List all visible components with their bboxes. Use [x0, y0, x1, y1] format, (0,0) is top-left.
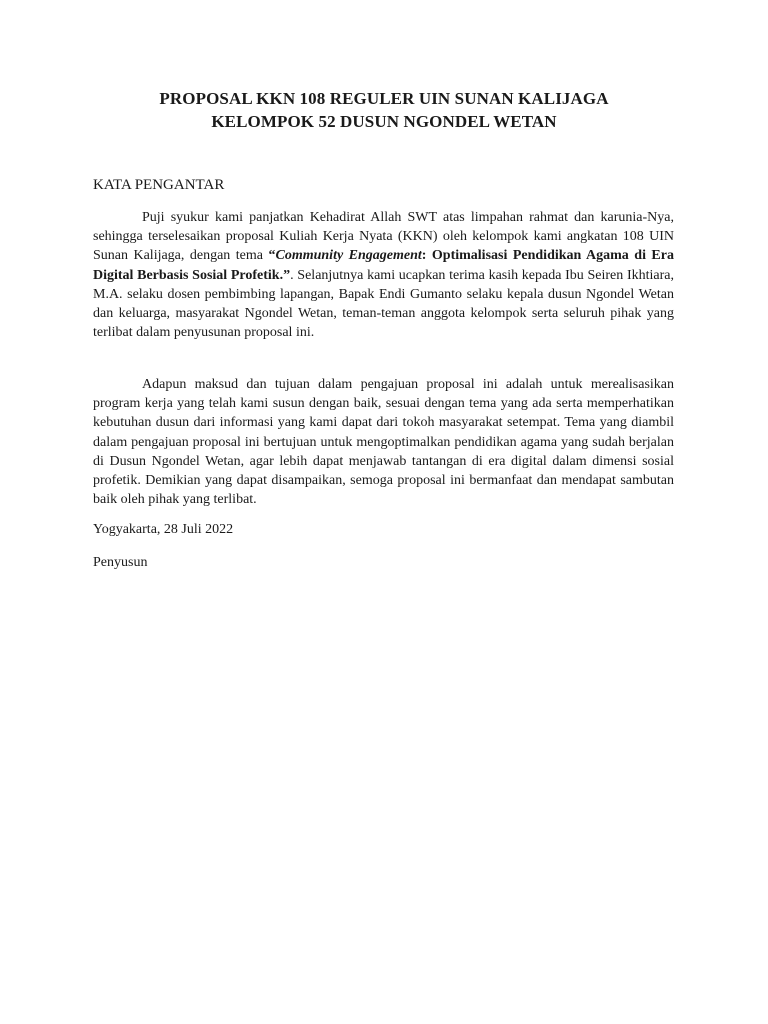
- section-heading: KATA PENGANTAR: [93, 177, 225, 193]
- paragraph-1-intro: Puji syukur kami panjatkan Kehadirat Allah SWT atas limpahan rahmat dan karunia-Nya, sehingga terselesaikan proposal Kuliah Kerja Nyata (KKN) oleh kelompok kami angkatan 108 UIN Sunan Kalijaga, dengan tema: [93, 210, 674, 264]
- paragraph-1-acknowledgements: . Selanjutnya kami ucapkan terima kasih kepada Ibu Seiren Ikhtiara, M.A. selaku dosen pembimbing lapangan, Bapak Endi Gumanto selaku kepala dusun Ngondel Wetan dan keluarga, masyarakat Ngondel Wetan, teman-teman anggota kelompok serta seluruh pihak yang terlibat dalam penyusunan proposal ini.: [93, 267, 674, 341]
- foreword-paragraph-1: [93, 208, 674, 342]
- theme-italic-text: Community Engagement: [275, 248, 422, 264]
- signer-label: Penyusun: [93, 555, 148, 570]
- title-line-2: KELOMPOK 52 DUSUN NGONDEL WETAN: [211, 112, 557, 131]
- place-and-date: Yogyakarta, 28 Juli 2022: [93, 522, 234, 537]
- theme-open-quote: “: [268, 248, 276, 264]
- title-line-1: PROPOSAL KKN 108 REGULER UIN SUNAN KALIJAGA: [159, 89, 609, 108]
- foreword-paragraph-2: Adapun maksud dan tujuan dalam pengajuan proposal ini adalah untuk merealisasikan program kerja yang telah kami susun dengan baik, sesuai dengan tema yang ada serta memperhatikan kebutuhan dusun dari informasi yang kami dapat dari tokoh masyarakat setempat. Tema yang diambil dalam pengajuan proposal ini bertujuan untuk mengoptimalkan pendidikan agama yang sudah berjalan di Dusun Ngondel Wetan, agar lebih dapat menjawab tantangan di era digital dalam dimensi sosial profetik. Demikian yang dapat disampaikan, semoga proposal ini bermanfaat dan mendapat sambutan baik oleh pihak yang terlibat.: [93, 377, 674, 508]
- document-title: [0, 87, 768, 133]
- theme-close-quote: ”: [283, 267, 291, 283]
- theme-title-text: : Optimalisasi Pendidikan Agama di Era Digital Berbasis Sosial Profetik.: [93, 248, 674, 283]
